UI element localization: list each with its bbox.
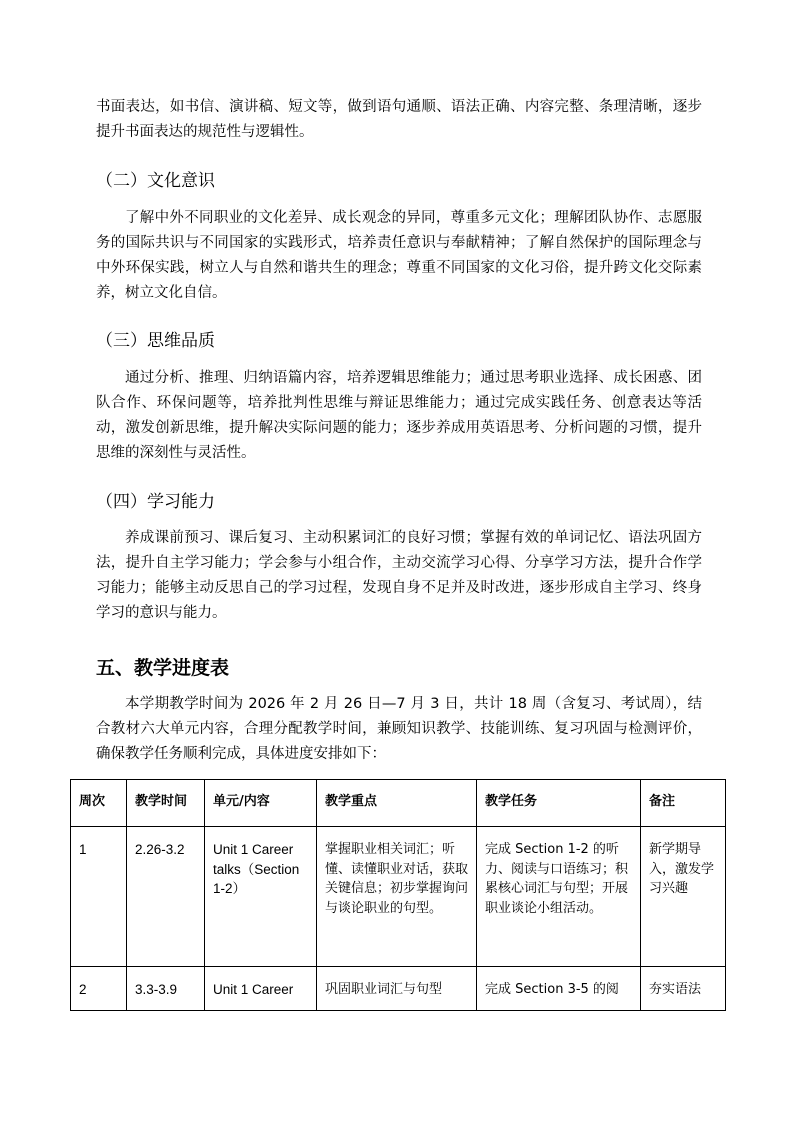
schedule-heading: 五、教学进度表 <box>96 657 230 679</box>
section-heading-thinking: （三）思维品质 <box>96 331 215 351</box>
section-body-learning: 养成课前预习、课后复习、主动积累词汇的良好习惯；掌握有效的单词记忆、语法巩固方法，提升自主学习能力；学会参与小组合作，主动交流学习心得、分享学习方法，提升合作学习能力；能够主动反思自己的学习过程，发现自身不足并及时改进，逐步形成自主学习、终身学习的意识与能力。 <box>96 530 702 621</box>
section-heading-culture: （二）文化意识 <box>96 171 215 191</box>
section-heading-learning: （四）学习能力 <box>96 492 215 512</box>
table-header-row <box>71 780 726 827</box>
header-unit: 单元/内容 <box>205 780 317 827</box>
cell-week: 1 <box>71 827 127 967</box>
table-row <box>71 967 726 1011</box>
cell-unit: Unit 1 Career <box>205 967 317 1011</box>
section-body-thinking: 通过分析、推理、归纳语篇内容，培养逻辑思维能力；通过思考职业选择、成长困惑、团队合作、环保问题等，培养批判性思维与辩证思维能力；通过完成实践任务、创意表达等活动，激发创新思维，提升解决实际问题的能力；逐步养成用英语思考、分析问题的习惯，提升思维的深刻性与灵活性。 <box>96 370 702 461</box>
header-tasks: 教学任务 <box>477 780 641 827</box>
cell-notes: 夯实语法 <box>641 967 726 1011</box>
cell-unit: Unit 1 Career talks（Section 1-2） <box>205 827 317 967</box>
cell-week: 2 <box>71 967 127 1011</box>
header-time: 教学时间 <box>127 780 205 827</box>
header-week: 周次 <box>71 780 127 827</box>
header-notes: 备注 <box>641 780 726 827</box>
section-body-culture: 了解中外不同职业的文化差异、成长观念的异同，尊重多元文化；理解团队协作、志愿服务的国际共识与不同国家的实践形式，培养责任意识与奉献精神；了解自然保护的国际理念与中外环保实践，树立人与自然和谐共生的理念；尊重不同国家的文化习俗，提升跨文化交际素养，树立文化自信。 <box>96 210 702 301</box>
cell-notes: 新学期导入，激发学习兴趣 <box>641 827 726 967</box>
cell-tasks: 完成 Section 1-2 的听力、阅读与口语练习；积累核心词汇与句型；开展职业谈论小组活动。 <box>477 827 641 967</box>
cell-tasks: 完成 Section 3-5 的阅 <box>477 967 641 1011</box>
cell-focus: 巩固职业词汇与句型 <box>317 967 477 1011</box>
cell-focus: 掌握职业相关词汇；听懂、读懂职业对话，获取关键信息；初步掌握询问与谈论职业的句型。 <box>317 827 477 967</box>
schedule-intro: 本学期教学时间为 2026 年 2 月 26 日—7 月 3 日，共计 18 周（含复习、考试周），结合教材六大单元内容，合理分配教学时间，兼顾知识教学、技能训练、复习巩固与检测评价，确保教学任务顺利完成，具体进度安排如下： <box>96 696 702 762</box>
schedule-table <box>70 779 726 1011</box>
header-focus: 教学重点 <box>317 780 477 827</box>
table-row <box>71 827 726 967</box>
intro-paragraph: 书面表达，如书信、演讲稿、短文等，做到语句通顺、语法正确、内容完整、条理清晰，逐步提升书面表达的规范性与逻辑性。 <box>96 99 702 140</box>
cell-time: 3.3-3.9 <box>127 967 205 1011</box>
cell-time: 2.26-3.2 <box>127 827 205 967</box>
